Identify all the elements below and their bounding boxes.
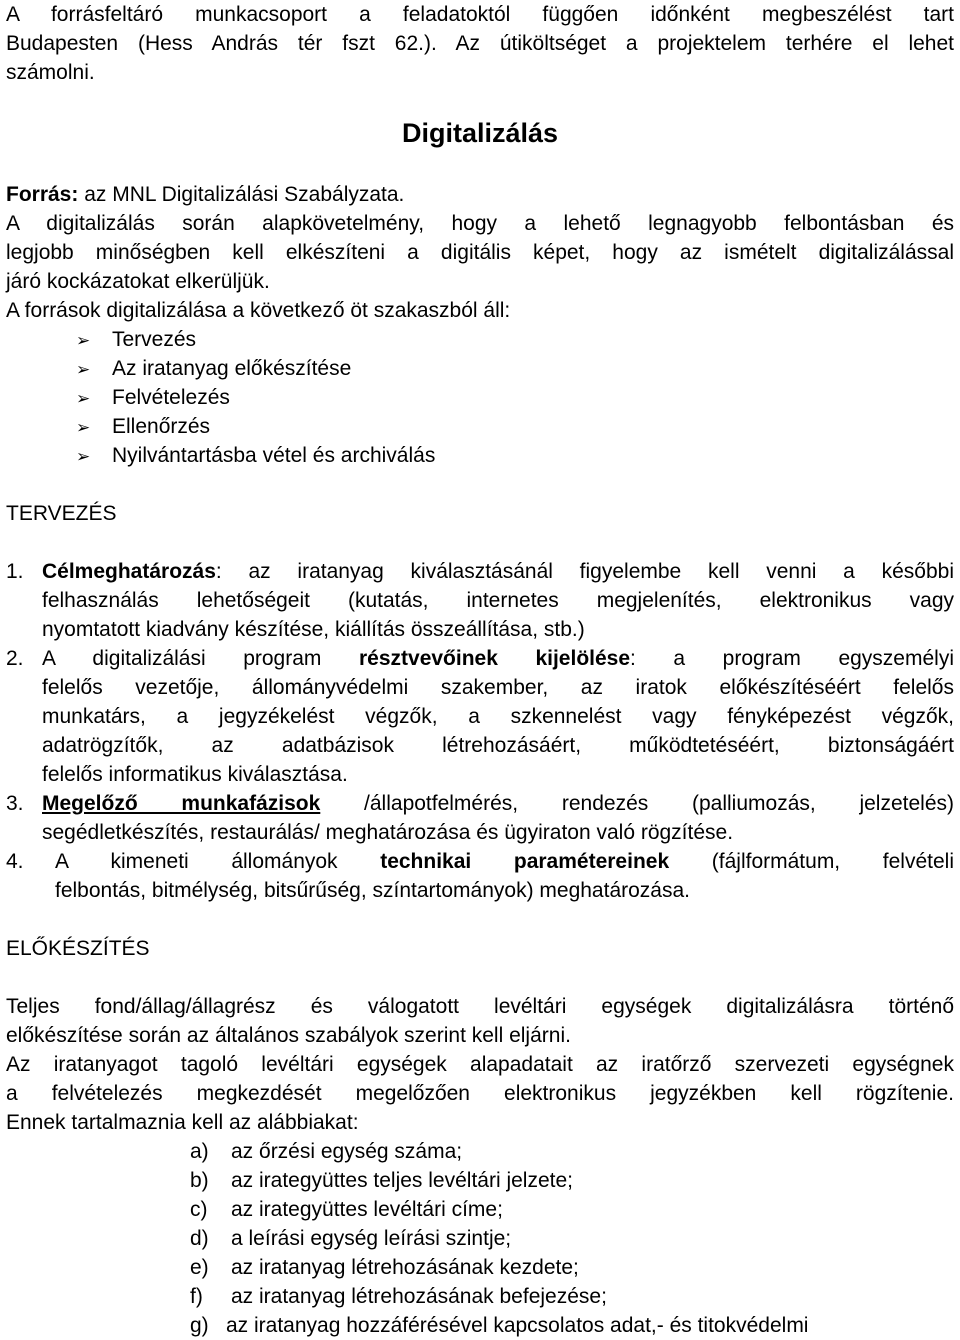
- item-line: Célmeghatározás: az iratanyag kiválasztásánál figyelembe kell venni a későbbi: [42, 560, 954, 583]
- prep-heading: ELŐKÉSZÍTÉS: [6, 937, 150, 960]
- list-item: c) az irategyüttes levéltári címe;: [190, 1198, 503, 1221]
- arrow-bullet-icon: ➢: [76, 360, 91, 379]
- item-line: nyomtatott kiadvány készítése, kiállítás összeállítása, stb.): [42, 618, 585, 641]
- list-item: g) az iratanyag hozzáférésével kapcsolatos adat,- és titokvédelmi: [190, 1314, 809, 1337]
- paragraph-line: A digitalizálás során alapkövetelmény, hogy a lehető legnagyobb felbontásban és: [6, 212, 954, 235]
- source-label: Forrás:: [6, 183, 79, 206]
- item-number: 4.: [6, 850, 24, 873]
- section-title: Digitalizálás: [401, 118, 559, 148]
- list-item: f) az iratanyag létrehozásának befejezése;: [190, 1285, 607, 1308]
- list-item: d) a leírási egység leírási szintje;: [190, 1227, 512, 1250]
- source-text: az MNL Digitalizálási Szabályzata.: [78, 183, 405, 206]
- item-line: felhasználás lehetőségeit (kutatás, internetes megjelenítés, elektronikus vagy: [42, 589, 954, 612]
- paragraph-line: legjobb minőségben kell elkészíteni a digitális képet, hogy az ismételt digitalizálással: [6, 241, 954, 264]
- list-item: a) az őrzési egység száma;: [190, 1140, 463, 1163]
- item-line: felbontás, bitmélység, bitsűrűség, színtartományok) meghatározása.: [55, 879, 690, 902]
- intro-line: A forrásfeltáró munkacsoport a feladatoktól függően időnként megbeszélést tart: [6, 3, 954, 26]
- paragraph-line: Az iratanyagot tagoló levéltári egységek alapadatait az iratőrző szervezeti egységnek: [6, 1053, 954, 1076]
- source-line: [6, 180, 954, 209]
- item-number: 1.: [6, 560, 24, 583]
- arrow-bullet-icon: ➢: [76, 331, 91, 350]
- paragraph-line: Ennek tartalmaznia kell az alábbiakat:: [6, 1111, 359, 1134]
- stage-item: ➢ Nyilvántartásba vétel és archiválás: [76, 441, 435, 471]
- item-number: 2.: [6, 647, 24, 670]
- planning-heading: TERVEZÉS: [6, 502, 117, 525]
- arrow-bullet-icon: ➢: [76, 418, 91, 437]
- item-line: Megelőző munkafázisok /állapotfelmérés, rendezés (palliumozás, jelzetelés): [42, 792, 954, 815]
- stage-item: ➢ Tervezés: [76, 325, 196, 355]
- stage-item: ➢ Felvételezés: [76, 383, 230, 413]
- arrow-bullet-icon: ➢: [76, 389, 91, 408]
- item-line: A kimeneti állományok technikai paramétereinek (fájlformátum, felvételi: [55, 850, 954, 873]
- item-line: segédletkészítés, restaurálás/ meghatározása és ügyiraton való rögzítése.: [42, 821, 734, 844]
- paragraph-line: előkészítése során az általános szabályok szerint kell eljárni.: [6, 1024, 571, 1047]
- list-item: b) az irategyüttes teljes levéltári jelzete;: [190, 1169, 573, 1192]
- paragraph-line: a felvételezés megkezdését megelőzően elektronikus jegyzékben kell rögzítenie.: [6, 1082, 954, 1105]
- paragraph-line: Teljes fond/állag/állagrész és válogatott levéltári egységek digitalizálásra történő: [6, 995, 954, 1018]
- item-line: adatrögzítők, az adatbázisok létrehozásáért, működtetéséért, biztonságáért: [42, 734, 954, 757]
- stage-item: ➢ Ellenőrzés: [76, 412, 210, 442]
- item-line: felelős vezetője, állományvédelmi szakember, az iratok előkészítéséért felelős: [42, 676, 954, 699]
- stages-intro: A források digitalizálása a következő öt szakaszból áll:: [6, 299, 511, 322]
- paragraph-line: járó kockázatokat elkerüljük.: [6, 270, 270, 293]
- item-line: felelős informatikus kiválasztása.: [42, 763, 348, 786]
- item-number: 3.: [6, 792, 24, 815]
- intro-line: számolni.: [6, 61, 95, 84]
- arrow-bullet-icon: ➢: [76, 447, 91, 466]
- list-item: e) az iratanyag létrehozásának kezdete;: [190, 1256, 579, 1279]
- item-line: A digitalizálási program résztvevőinek kijelölése: a program egyszemélyi: [42, 647, 954, 670]
- intro-line: Budapesten (Hess András tér fszt 62.). Az útiköltséget a projektelem terhére el lehet: [6, 32, 954, 55]
- stage-item: ➢ Az iratanyag előkészítése: [76, 354, 351, 384]
- item-line: munkatárs, a jegyzékelést végzők, a szkennelést vagy fényképezést végzők,: [42, 705, 954, 728]
